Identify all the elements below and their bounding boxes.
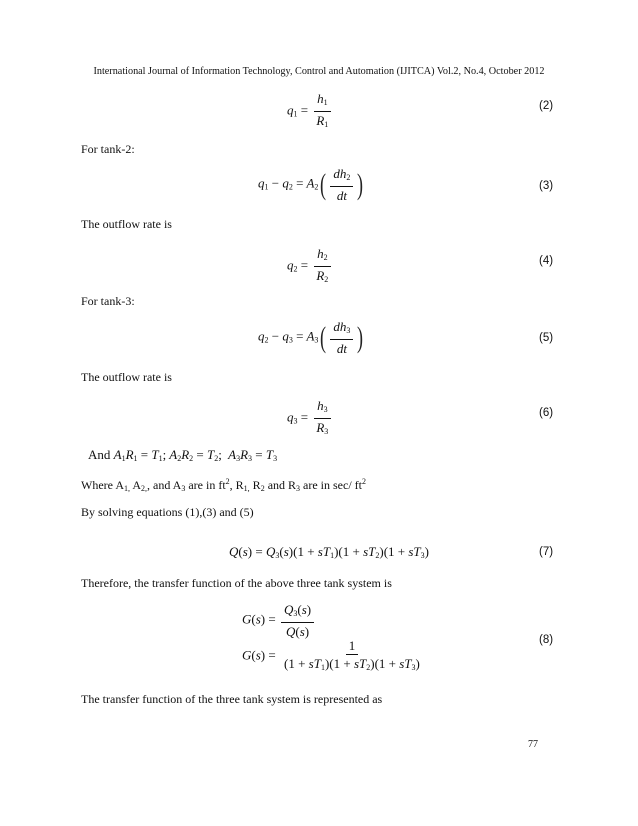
outflow-rate-text-1: The outflow rate is bbox=[81, 217, 172, 231]
equation-8-ratio: G(s) = $\frac{Q_3(s)}{Q(s)}$ bbox=[242, 602, 316, 639]
equation-7: $Q(s) = Q_3(s)(1 + sT_1)(1 + sT_2)(1 + sT_3)$ bbox=[229, 544, 430, 560]
equation-number-4: (4) bbox=[539, 255, 554, 267]
equation-number-3: (3) bbox=[539, 180, 554, 192]
journal-header: International Journal of Information Technology, Control and Automation (IJITCA) Vol.2, No.4, October 2012 bbox=[93, 66, 545, 77]
equation-number-2: (2) bbox=[539, 100, 554, 112]
solving-text: By solving equations (1),(3) and (5) bbox=[81, 505, 254, 519]
equation-number-5: (5) bbox=[539, 332, 554, 344]
page-number: 77 bbox=[528, 739, 538, 750]
represented-text: The transfer function of the three tank system is represented as bbox=[81, 692, 383, 706]
equation-3: $q_1 - q_2 = A_2$( $\frac{dh_2}{dt}$ ) bbox=[258, 166, 364, 203]
equation-6: $q_3$ = $\frac{h_3}{R_3}$ bbox=[287, 398, 333, 439]
for-tank-2-text: For tank-2: bbox=[81, 142, 135, 156]
equation-number-6: (6) bbox=[539, 407, 554, 419]
equation-number-7: (7) bbox=[539, 546, 554, 558]
equation-2: $q_1$ = $\frac{h_1}{R_1}$ bbox=[287, 91, 333, 132]
equation-5: $q_2 - q_3 = A_3$( $\frac{dh_3}{dt}$ ) bbox=[258, 319, 364, 356]
therefore-text: Therefore, the transfer function of the above three tank system is bbox=[81, 576, 392, 590]
equation-8-transfer-function: G(s) = $\frac{1}{(1 + sT_1)(1 + sT_2)(1 + sT_3)}$ bbox=[242, 638, 420, 672]
equation-4: $q_2$ = $\frac{h_2}{R_2}$ bbox=[287, 246, 333, 287]
equation-number-8: (8) bbox=[539, 634, 554, 646]
time-constant-definitions: And $A_1R_1 = T_1$; $A_2R_2 = T_2$; $A_3R_3 = T_3$ bbox=[88, 447, 278, 463]
outflow-rate-text-2: The outflow rate is bbox=[81, 370, 172, 384]
for-tank-3-text: For tank-3: bbox=[81, 294, 135, 308]
units-sentence: Where A1, A2,, and A3 are in $ft^2$, R1, R2 and R3 are in sec/ $ft^2$ bbox=[81, 477, 366, 493]
